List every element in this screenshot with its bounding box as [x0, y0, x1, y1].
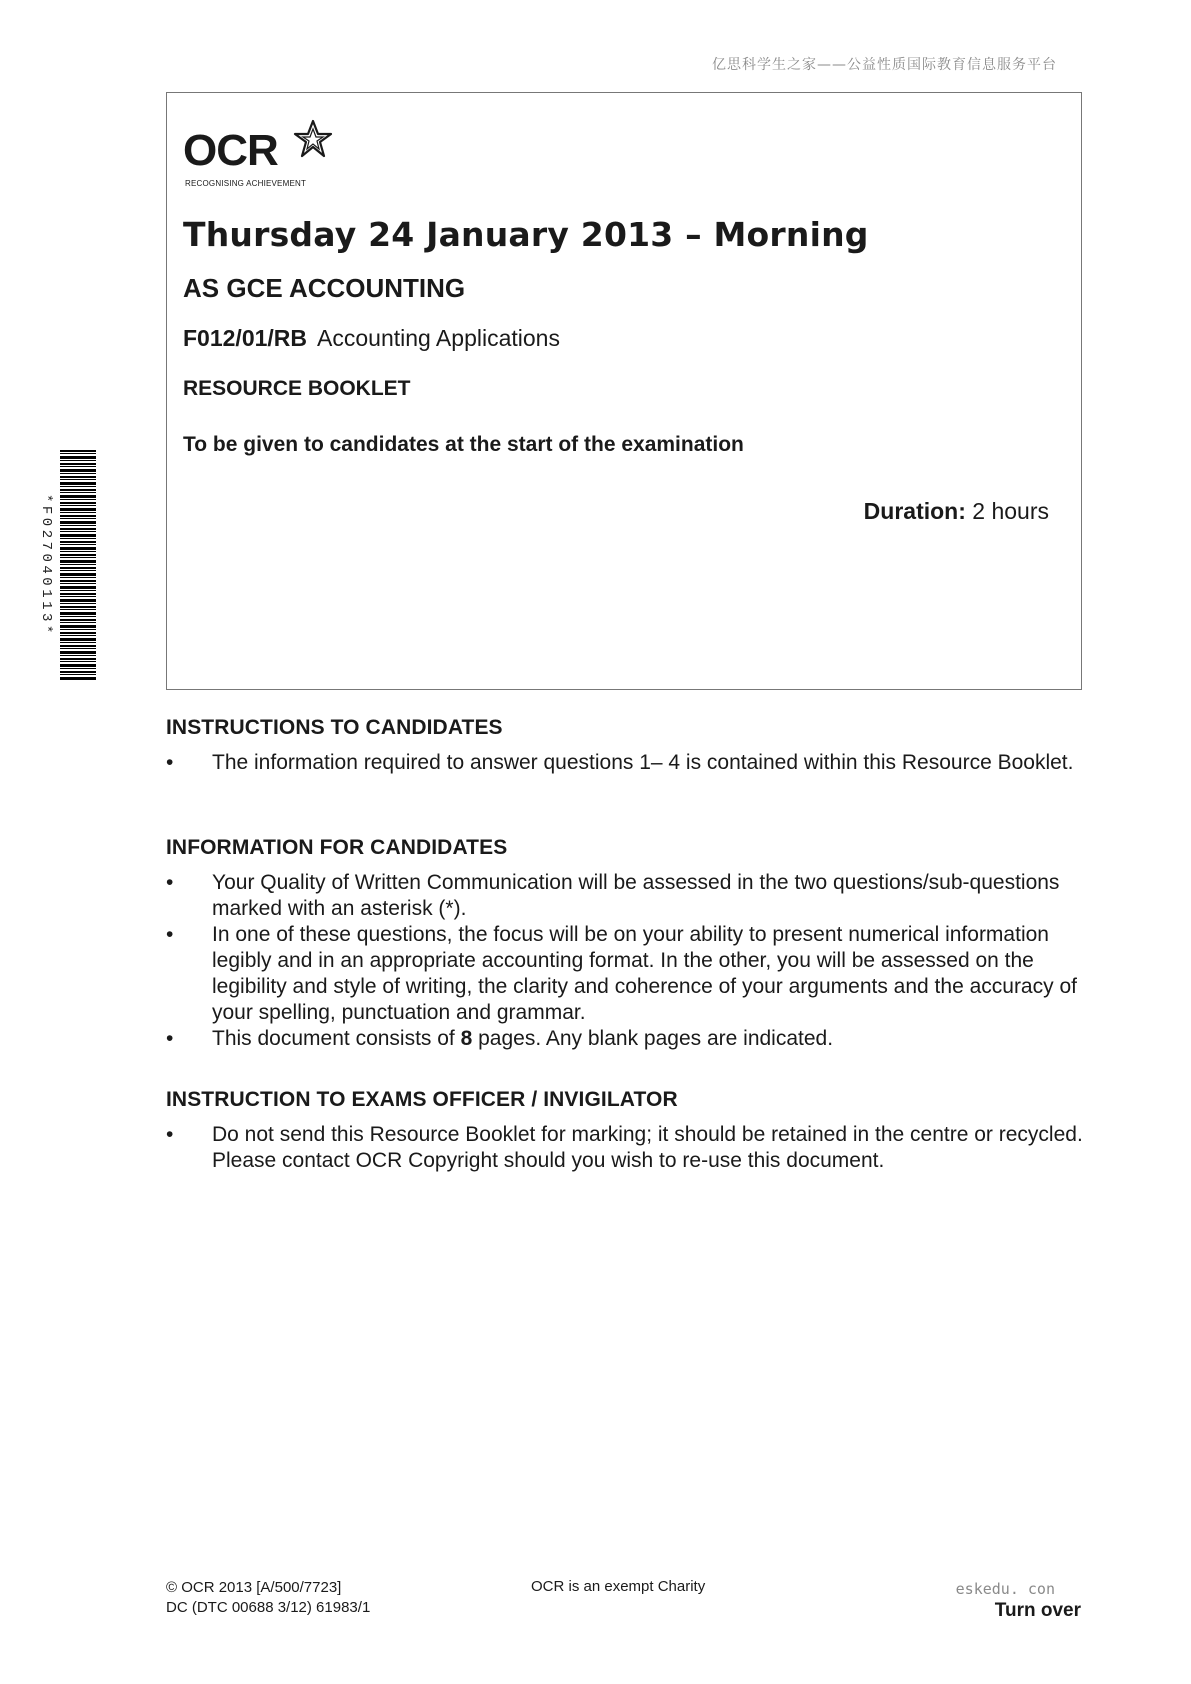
officer-heading: INSTRUCTION TO EXAMS OFFICER / INVIGILATOR [166, 1088, 678, 1111]
list-item-text: In one of these questions, the focus will be on your ability to present numerical information legibly and in an appropriate accounting format. In the other, you will be assessed on the legibility and style of writing, the clarity and coherence of your arguments and the accuracy of your spelling, punctuation and grammar. [212, 923, 1077, 1024]
information-heading: INFORMATION FOR CANDIDATES [166, 836, 508, 859]
officer-list [166, 1122, 1096, 1174]
list-item [166, 870, 1096, 922]
list-item [166, 1026, 1096, 1052]
footer-left [166, 1578, 370, 1618]
barcode-text: *F027040113* [38, 493, 54, 637]
footer-site: eskedu. con [955, 1580, 1055, 1598]
ocr-logo [183, 119, 343, 189]
bullet: • [166, 1027, 174, 1050]
instructions-heading: INSTRUCTIONS TO CANDIDATES [166, 716, 503, 739]
footer-copyright: © OCR 2013 [A/500/7723] [166, 1579, 342, 1596]
given-note: To be given to candidates at the start of the examination [183, 433, 744, 456]
list-item [166, 1122, 1096, 1174]
exam-date: Thursday 24 January 2013 – Morning [183, 215, 869, 254]
subject-title: AS GCE ACCOUNTING [183, 273, 466, 303]
list-item-text: Your Quality of Written Communication will be assessed in the two questions/sub-questions marked with an asterisk (*). [212, 871, 1060, 920]
bullet: • [166, 871, 174, 894]
turn-over: Turn over [994, 1600, 1081, 1621]
bullet: • [166, 1123, 174, 1146]
logo-text: OCR [183, 126, 278, 175]
officer-section [166, 1088, 1096, 1174]
information-list [166, 870, 1096, 1052]
logo-tagline: RECOGNISING ACHIEVEMENT [185, 179, 307, 188]
booklet-type: RESOURCE BOOKLET [183, 377, 411, 400]
watermark-text: 亿思科学生之家——公益性质国际教育信息服务平台 [712, 57, 1057, 73]
cover-box [166, 92, 1082, 690]
paper-code: F012/01/RB [183, 325, 308, 351]
paper-title: Accounting Applications [317, 325, 560, 351]
paper-line [183, 325, 560, 352]
bullet: • [166, 751, 174, 774]
list-item-text: Do not send this Resource Booklet for marking; it should be retained in the centre or recycled. Please contact OCR Copyright should you wish to re-use this document. [212, 1123, 1083, 1172]
instructions-list [166, 750, 1096, 776]
barcode [38, 450, 98, 680]
barcode-bars [60, 450, 96, 680]
duration-label: Duration: [863, 498, 966, 524]
list-item [166, 922, 1096, 1026]
duration-value: 2 hours [965, 498, 1049, 524]
bullet: • [166, 923, 174, 946]
list-item-text: The information required to answer questions 1– 4 is contained within this Resource Booklet. [212, 751, 1074, 774]
duration [864, 498, 1049, 525]
information-section [166, 836, 1096, 1052]
list-item [166, 750, 1096, 776]
footer-charity: OCR is an exempt Charity [531, 1578, 706, 1595]
pages-text-after: pages. Any blank pages are indicated. [472, 1027, 834, 1050]
page-count: 8 [460, 1027, 473, 1050]
star-icon [293, 119, 333, 159]
footer-dc-code: DC (DTC 00688 3/12) 61983/1 [166, 1599, 371, 1616]
instructions-section [166, 716, 1096, 776]
pages-text-before: This document consists of [212, 1027, 461, 1050]
